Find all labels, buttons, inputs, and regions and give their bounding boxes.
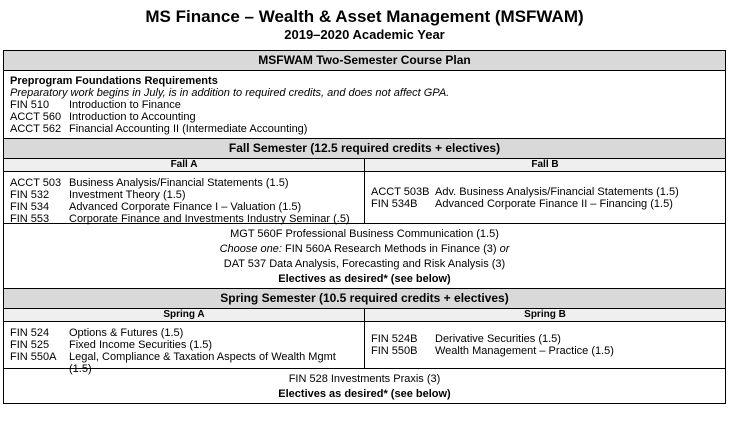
course-row [10, 177, 358, 189]
course-code: FIN 534 [10, 201, 50, 213]
course-title: Introduction to Finance [69, 99, 181, 111]
course-row [371, 333, 719, 345]
course-title: Wealth Management – Practice (1.5) [435, 345, 614, 357]
course-row [10, 111, 719, 123]
preprogram-section [4, 71, 725, 139]
spring-a-column [4, 309, 364, 375]
plan-title: MSFWAM Two-Semester Course Plan [4, 51, 725, 71]
spring-b-courses [365, 322, 725, 368]
course-title: Derivative Securities (1.5) [435, 333, 561, 345]
course-code: ACCT 503 [10, 177, 62, 189]
course-row [10, 189, 358, 201]
spring-a-courses [4, 322, 364, 375]
spring-heading: Spring Semester (10.5 required credits + electives) [4, 289, 725, 309]
fall-b-courses [365, 172, 725, 223]
course-title: Financial Accounting II (Intermediate Accounting) [69, 123, 308, 135]
course-title: Corporate Finance and Investments Industry Seminar (.5) [69, 213, 350, 225]
course-title: Adv. Business Analysis/Financial Statements (1.5) [435, 185, 679, 198]
course-row [10, 123, 719, 135]
fall-choose-one [4, 242, 725, 257]
course-row [10, 99, 719, 111]
course-title: Options & Futures (1.5) [69, 327, 184, 339]
course-row [371, 198, 719, 210]
spring-b-column [364, 309, 725, 368]
course-code: ACCT 503B [371, 185, 430, 198]
fall-columns [4, 159, 725, 224]
course-title: Advanced Corporate Finance I – Valuation (1.5) [69, 201, 302, 213]
course-code: FIN 524B [371, 333, 418, 345]
fall-a-column [4, 159, 364, 223]
preprogram-heading: Preprogram Foundations Requirements [10, 75, 218, 87]
spring-electives: Electives as desired* (see below) [278, 388, 451, 400]
preprogram-note: Preparatory work begins in July, is in addition to required credits, and does not affect GPA. [10, 87, 450, 99]
course-title: Advanced Corporate Finance II – Financing (1.5) [435, 197, 673, 210]
fall-a-label: Fall A [4, 159, 364, 172]
course-code: ACCT 560 [10, 111, 62, 123]
fall-electives: Electives as desired* (see below) [278, 273, 451, 285]
document-title: MS Finance – Wealth & Asset Management (MSFWAM) [145, 7, 584, 26]
fall-b-label: Fall B [365, 159, 725, 172]
spring-columns [4, 309, 725, 375]
course-row [10, 213, 358, 225]
document-subtitle: 2019–2020 Academic Year [284, 27, 445, 42]
course-row [10, 201, 358, 213]
course-row [371, 345, 719, 357]
course-row [371, 186, 719, 198]
course-code: FIN 525 [10, 339, 50, 351]
fall-full-semester [4, 224, 725, 289]
fall-b-column [364, 159, 725, 223]
course-code: FIN 510 [10, 99, 50, 111]
course-title: Business Analysis/Financial Statements (1.5) [69, 177, 289, 189]
choose-or: or [499, 243, 510, 255]
course-code: FIN 532 [10, 189, 50, 201]
course-title: Legal, Compliance & Taxation Aspects of Wealth Mgmt (1.5) [69, 351, 336, 375]
course-code: FIN 534B [371, 197, 418, 210]
course-title: Investment Theory (1.5) [69, 189, 186, 201]
fall-full-course: MGT 560F Professional Business Communication (1.5) [230, 228, 499, 240]
choose-label: Choose one: [219, 243, 282, 255]
course-code: FIN 550B [371, 345, 418, 357]
course-row [10, 327, 358, 339]
fall-heading: Fall Semester (12.5 required credits + electives) [4, 139, 725, 159]
choose-option-2: DAT 537 Data Analysis, Forecasting and Risk Analysis (3) [223, 258, 506, 270]
course-title: Fixed Income Securities (1.5) [69, 339, 213, 351]
fall-a-courses [4, 172, 364, 223]
spring-full-course: FIN 528 Investments Praxis (3) [288, 373, 441, 385]
choose-option-1: FIN 560A Research Methods in Finance (3) [281, 243, 500, 255]
course-row [10, 339, 358, 351]
course-code: ACCT 562 [10, 123, 62, 135]
course-title: Introduction to Accounting [69, 111, 196, 123]
course-code: FIN 550A [10, 351, 57, 363]
course-code: FIN 553 [10, 213, 50, 225]
course-plan-table [3, 50, 726, 404]
spring-b-label: Spring B [365, 309, 725, 322]
spring-a-label: Spring A [4, 309, 364, 322]
course-code: FIN 524 [10, 327, 50, 339]
